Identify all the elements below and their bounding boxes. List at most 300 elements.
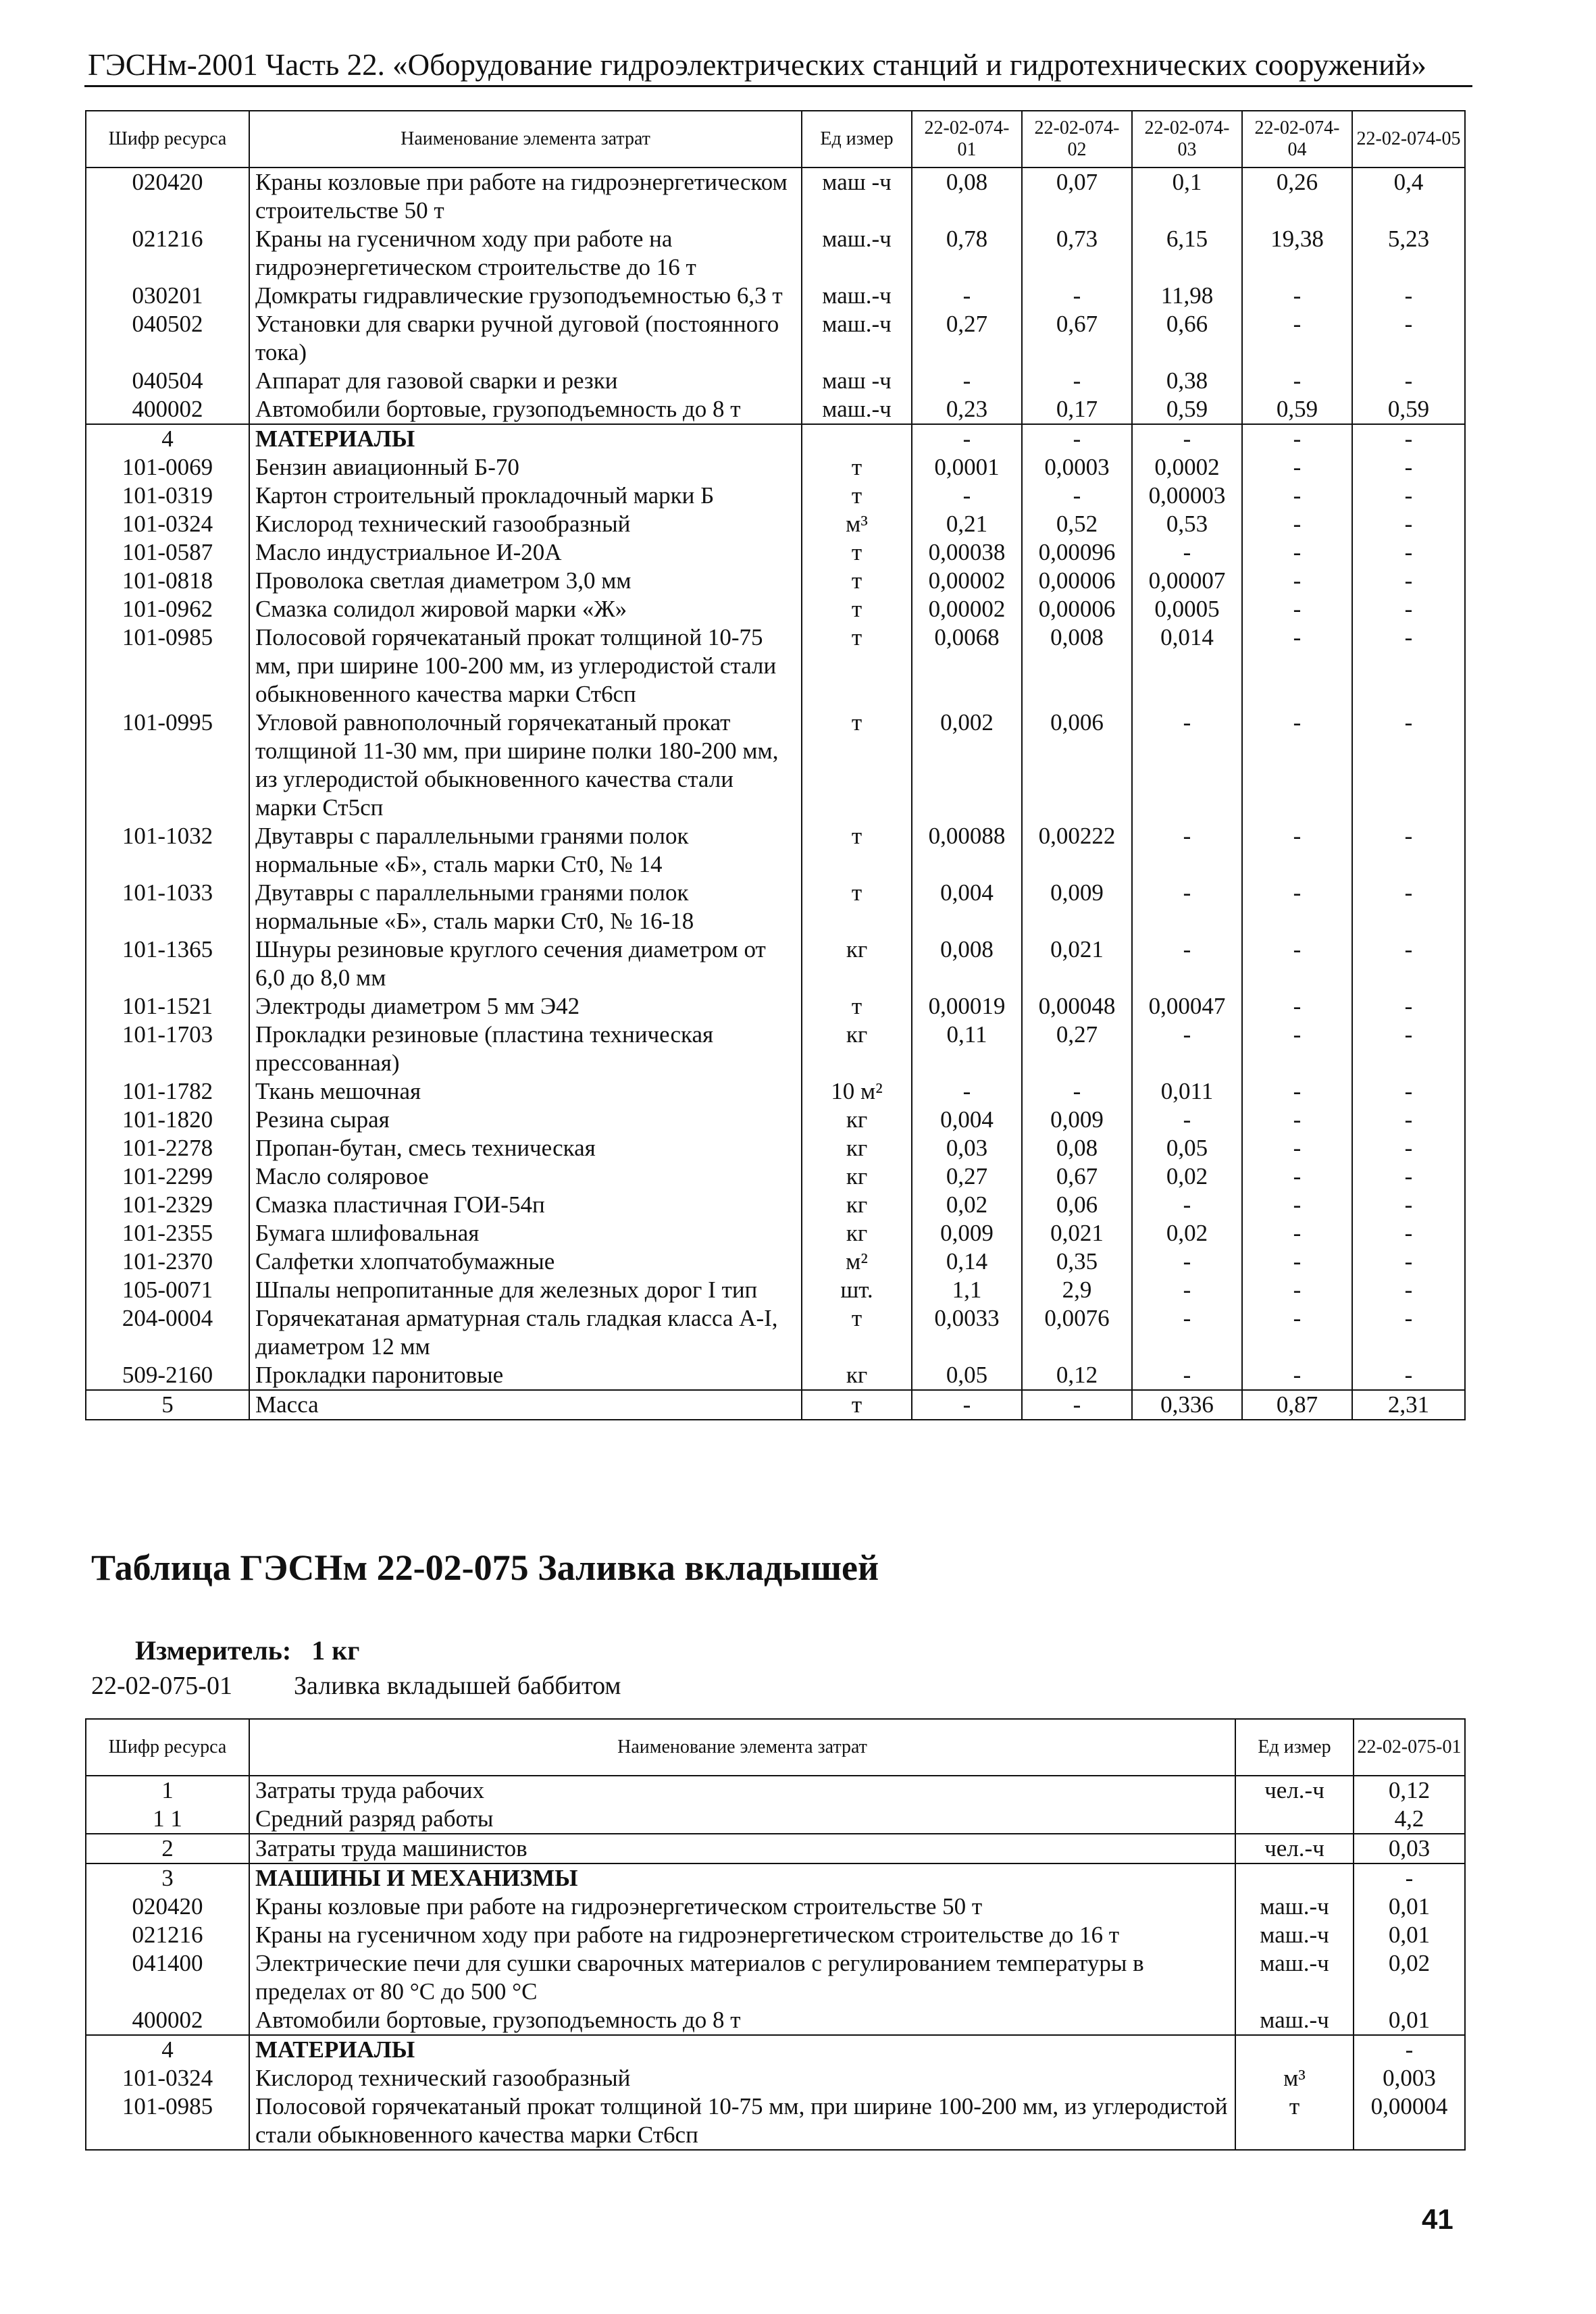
resource-unit: т	[802, 453, 912, 482]
norm-value: -	[912, 1390, 1022, 1420]
norm-value: 0,0068	[912, 623, 1022, 709]
norm-value: 2,9	[1022, 1276, 1132, 1304]
column-header: Наименование элемента затрат	[249, 111, 802, 168]
norm-value: 0,14	[912, 1248, 1022, 1276]
norm-value: -	[1352, 1304, 1465, 1361]
table-row	[86, 1077, 1465, 1106]
norm-value: 0,021	[1022, 935, 1132, 992]
resource-name: Резина сырая	[249, 1106, 802, 1134]
norm-value: -	[1352, 310, 1465, 367]
resource-unit: т	[802, 482, 912, 510]
resource-code: 021216	[86, 1921, 249, 1949]
norm-value: -	[1242, 538, 1352, 567]
resource-code: 101-2299	[86, 1162, 249, 1191]
resource-unit: кг	[802, 1191, 912, 1219]
table-row	[86, 1776, 1465, 1805]
norm-value: 0,004	[912, 879, 1022, 935]
resource-unit: 10 м²	[802, 1077, 912, 1106]
norm-value: -	[1352, 1219, 1465, 1248]
norm-value: 0,67	[1022, 310, 1132, 367]
resource-code: 101-1032	[86, 822, 249, 879]
resource-code: 4	[86, 424, 249, 453]
norm-value: -	[1132, 1276, 1242, 1304]
table-row	[86, 395, 1465, 424]
norm-value: -	[1242, 822, 1352, 879]
norm-value: 0,009	[1022, 1106, 1132, 1134]
table-row	[86, 482, 1465, 510]
table-row	[86, 1893, 1465, 1921]
norm-value: -	[1132, 1021, 1242, 1077]
resource-code: 101-0324	[86, 510, 249, 538]
norm-value: -	[1352, 1248, 1465, 1276]
norm-value: -	[1132, 1248, 1242, 1276]
norm-value: -	[1354, 1863, 1465, 1893]
resource-name: Установки для сварки ручной дуговой (постоянного тока)	[249, 310, 802, 367]
norm-value: -	[1352, 1191, 1465, 1219]
resource-name: Краны на гусеничном ходу при работе на гидроэнергетическом строительстве до 16 т	[249, 1921, 1235, 1949]
resource-code: 105-0071	[86, 1276, 249, 1304]
resource-code: 040504	[86, 367, 249, 395]
resource-unit: шт.	[802, 1276, 912, 1304]
resource-code: 204-0004	[86, 1304, 249, 1361]
norm-value: -	[1352, 595, 1465, 623]
norm-value: 0,0005	[1132, 595, 1242, 623]
table-row	[86, 168, 1465, 225]
norm-value: 0,0033	[912, 1304, 1022, 1361]
norm-value: 0,00088	[912, 822, 1022, 879]
norm-value: 0,00003	[1132, 482, 1242, 510]
norm-value: -	[1242, 510, 1352, 538]
resource-name: Автомобили бортовые, грузоподъемность до 8 т	[249, 395, 802, 424]
norm-value: 0,66	[1132, 310, 1242, 367]
resource-unit: т	[802, 623, 912, 709]
norm-value: 0,01	[1354, 1893, 1465, 1921]
table-row	[86, 709, 1465, 822]
table-row	[86, 310, 1465, 367]
resource-code: 101-0324	[86, 2064, 249, 2092]
norm-value: 0,21	[912, 510, 1022, 538]
norm-value: 0,0076	[1022, 1304, 1132, 1361]
header-rule	[84, 85, 1472, 87]
resource-name: Двутавры с параллельными гранями полок нормальные «Б», сталь марки Ст0, № 16-18	[249, 879, 802, 935]
norm-value: -	[1352, 1106, 1465, 1134]
table-row	[86, 225, 1465, 282]
resource-name: Горячекатаная арматурная сталь гладкая класса А-I, диаметром 12 мм	[249, 1304, 802, 1361]
norm-value: 0,59	[1132, 395, 1242, 424]
norm-value: -	[1352, 453, 1465, 482]
norm-value: -	[1242, 567, 1352, 595]
resource-name: Шнуры резиновые круглого сечения диаметром от 6,0 до 8,0 мм	[249, 935, 802, 992]
norm-value: 0,011	[1132, 1077, 1242, 1106]
resource-unit: чел.-ч	[1235, 1776, 1354, 1805]
table-row	[86, 1276, 1465, 1304]
resource-unit: кг	[802, 1021, 912, 1077]
norm-value: 0,17	[1022, 395, 1132, 424]
norm-value: -	[1022, 424, 1132, 453]
norm-value: 0,00038	[912, 538, 1022, 567]
resource-name: Бензин авиационный Б-70	[249, 453, 802, 482]
resource-code: 030201	[86, 282, 249, 310]
table-row	[86, 595, 1465, 623]
norm-value: -	[912, 424, 1022, 453]
resource-name: Прокладки резиновые (пластина техническая прессованная)	[249, 1021, 802, 1077]
resource-code: 101-2370	[86, 1248, 249, 1276]
resource-table-075	[85, 1718, 1466, 2151]
norm-value: 0,00006	[1022, 567, 1132, 595]
resource-unit: маш.-ч	[1235, 2006, 1354, 2035]
norm-value: -	[1132, 822, 1242, 879]
norm-value: 0,73	[1022, 225, 1132, 282]
resource-unit: маш -ч	[802, 367, 912, 395]
norm-value: -	[1352, 709, 1465, 822]
norm-value: 0,021	[1022, 1219, 1132, 1248]
resource-code: 041400	[86, 1949, 249, 2006]
table-row	[86, 879, 1465, 935]
resource-unit: т	[802, 567, 912, 595]
meter-value: 1 кг	[311, 1635, 360, 1666]
norm-value: -	[1352, 1162, 1465, 1191]
norm-value: -	[1352, 623, 1465, 709]
norm-value: -	[1242, 1276, 1352, 1304]
norm-value: -	[1242, 1248, 1352, 1276]
norm-value: -	[1132, 709, 1242, 822]
norm-value: 0,00096	[1022, 538, 1132, 567]
table-row	[86, 1248, 1465, 1276]
resource-unit	[1235, 1805, 1354, 1834]
table-row	[86, 2006, 1465, 2035]
norm-value: 0,03	[912, 1134, 1022, 1162]
norm-value: 0,0001	[912, 453, 1022, 482]
resource-unit: маш.-ч	[1235, 1949, 1354, 2006]
norm-value: -	[1352, 538, 1465, 567]
table-row	[86, 1921, 1465, 1949]
table-row	[86, 1863, 1465, 1893]
norm-value: -	[1352, 992, 1465, 1021]
resource-code: 101-1703	[86, 1021, 249, 1077]
norm-value: 6,15	[1132, 225, 1242, 282]
meter-label: Измеритель:	[135, 1635, 292, 1666]
resource-unit: т	[802, 538, 912, 567]
norm-value: -	[1242, 935, 1352, 992]
norm-value: 0,002	[912, 709, 1022, 822]
resource-code: 101-0319	[86, 482, 249, 510]
resource-name: Шпалы непропитанные для железных дорог I тип	[249, 1276, 802, 1304]
norm-value: -	[1132, 935, 1242, 992]
page-number: 41	[1422, 2203, 1453, 2235]
norm-value: 0,00006	[1022, 595, 1132, 623]
norm-value: 0,12	[1354, 1776, 1465, 1805]
resource-name: Масло индустриальное И-20А	[249, 538, 802, 567]
norm-value: 0,08	[1022, 1134, 1132, 1162]
resource-unit: маш.-ч	[802, 225, 912, 282]
meter-line	[135, 1635, 359, 1666]
table-row	[86, 1361, 1465, 1390]
resource-unit: т	[802, 595, 912, 623]
norm-value: -	[1242, 1361, 1352, 1390]
norm-value: 0,0003	[1022, 453, 1132, 482]
norm-value: 0,003	[1354, 2064, 1465, 2092]
resource-code: 101-1521	[86, 992, 249, 1021]
resource-unit: т	[802, 1304, 912, 1361]
resource-name: Домкраты гидравлические грузоподъемностью 6,3 т	[249, 282, 802, 310]
resource-code: 101-1782	[86, 1077, 249, 1106]
table-row	[86, 1219, 1465, 1248]
resource-name: Аппарат для газовой сварки и резки	[249, 367, 802, 395]
norm-value: -	[1352, 1134, 1465, 1162]
resource-code: 509-2160	[86, 1361, 249, 1390]
norm-value: 0,53	[1132, 510, 1242, 538]
norm-value: 0,67	[1022, 1162, 1132, 1191]
column-header: Шифр ресурса	[86, 1719, 249, 1776]
resource-code: 101-0069	[86, 453, 249, 482]
resource-code: 101-2278	[86, 1134, 249, 1162]
running-header: ГЭСНм-2001 Часть 22. «Оборудование гидроэлектрических станций и гидротехнических сооружений»	[88, 48, 1426, 82]
subsection-code: 22-02-075-01	[91, 1672, 232, 1700]
resource-unit: кг	[802, 1162, 912, 1191]
norm-value: -	[1352, 282, 1465, 310]
resource-name: Затраты труда машинистов	[249, 1834, 1235, 1863]
resource-unit	[802, 424, 912, 453]
norm-value: 0,03	[1354, 1834, 1465, 1863]
table-row	[86, 1106, 1465, 1134]
norm-value: 0,08	[912, 168, 1022, 225]
column-header: Наименование элемента затрат	[249, 1719, 1235, 1776]
norm-value: -	[1132, 1361, 1242, 1390]
norm-value: 0,78	[912, 225, 1022, 282]
resource-unit: м²	[802, 1248, 912, 1276]
resource-name: Двутавры с параллельными гранями полок нормальные «Б», сталь марки Ст0, № 14	[249, 822, 802, 879]
norm-value: 1,1	[912, 1276, 1022, 1304]
subsection-name: Заливка вкладышей баббитом	[294, 1672, 621, 1700]
column-header: 22-02-074-02	[1022, 111, 1132, 168]
norm-value: 0,05	[1132, 1134, 1242, 1162]
resource-unit: маш.-ч	[802, 282, 912, 310]
norm-value: 0,0002	[1132, 453, 1242, 482]
norm-value: 0,008	[912, 935, 1022, 992]
norm-value: -	[1242, 1304, 1352, 1361]
resource-name: Салфетки хлопчатобумажные	[249, 1248, 802, 1276]
table-row	[86, 1134, 1465, 1162]
column-header: 22-02-074-03	[1132, 111, 1242, 168]
table-row	[86, 935, 1465, 992]
resource-name: Кислород технический газообразный	[249, 2064, 1235, 2092]
resource-table-074	[85, 110, 1466, 1420]
norm-value: 11,98	[1132, 282, 1242, 310]
resource-name: Кислород технический газообразный	[249, 510, 802, 538]
norm-value: 0,00019	[912, 992, 1022, 1021]
norm-value: 4,2	[1354, 1805, 1465, 1834]
resource-unit: м³	[1235, 2064, 1354, 2092]
norm-value: -	[1352, 567, 1465, 595]
norm-value: 0,004	[912, 1106, 1022, 1134]
resource-unit: кг	[802, 935, 912, 992]
resource-code: 101-1365	[86, 935, 249, 992]
norm-value: 2,31	[1352, 1390, 1465, 1420]
norm-value: 0,006	[1022, 709, 1132, 822]
norm-value: 0,00002	[912, 567, 1022, 595]
norm-value: -	[1242, 282, 1352, 310]
column-header: Ед измер	[1235, 1719, 1354, 1776]
resource-name: Смазка солидол жировой марки «Ж»	[249, 595, 802, 623]
norm-value: -	[1242, 482, 1352, 510]
norm-value: -	[1242, 879, 1352, 935]
norm-value: -	[1132, 879, 1242, 935]
norm-value: 0,1	[1132, 168, 1242, 225]
resource-code: 4	[86, 2035, 249, 2064]
norm-value: -	[1022, 1077, 1132, 1106]
table-row	[86, 623, 1465, 709]
resource-name: Электрические печи для сушки сварочных материалов с регулированием температуры в пределах от 80 °С до 500 °С	[249, 1949, 1235, 2006]
norm-value: 0,23	[912, 395, 1022, 424]
table-row	[86, 1191, 1465, 1219]
norm-value: -	[1352, 482, 1465, 510]
resource-unit: маш.-ч	[802, 310, 912, 367]
norm-value: 19,38	[1242, 225, 1352, 282]
norm-value: -	[1352, 935, 1465, 992]
norm-value: -	[1132, 424, 1242, 453]
resource-code: 101-0995	[86, 709, 249, 822]
resource-code: 021216	[86, 225, 249, 282]
resource-name: МАТЕРИАЛЫ	[249, 424, 802, 453]
resource-unit: т	[802, 879, 912, 935]
norm-value: -	[1242, 424, 1352, 453]
table-row	[86, 1834, 1465, 1863]
resource-code: 101-1033	[86, 879, 249, 935]
norm-value: 0,87	[1242, 1390, 1352, 1420]
table-row	[86, 538, 1465, 567]
resource-name: Электроды диаметром 5 мм Э42	[249, 992, 802, 1021]
norm-value: 0,00047	[1132, 992, 1242, 1021]
resource-unit: маш.-ч	[802, 395, 912, 424]
norm-value: 0,06	[1022, 1191, 1132, 1219]
resource-name: Средний разряд работы	[249, 1805, 1235, 1834]
resource-name: Автомобили бортовые, грузоподъемность до 8 т	[249, 2006, 1235, 2035]
resource-name: Ткань мешочная	[249, 1077, 802, 1106]
norm-value: -	[1352, 1077, 1465, 1106]
resource-unit: кг	[802, 1106, 912, 1134]
resource-unit: т	[802, 992, 912, 1021]
norm-value: -	[1352, 1021, 1465, 1077]
norm-value: 0,26	[1242, 168, 1352, 225]
norm-value: -	[1352, 1361, 1465, 1390]
norm-value: 0,59	[1242, 395, 1352, 424]
norm-value: -	[1242, 595, 1352, 623]
resource-unit	[1235, 1863, 1354, 1893]
resource-code: 101-0985	[86, 623, 249, 709]
norm-value: 0,02	[912, 1191, 1022, 1219]
norm-value: 0,27	[912, 1162, 1022, 1191]
table-row	[86, 992, 1465, 1021]
norm-value: -	[1242, 1106, 1352, 1134]
norm-value: -	[1242, 1077, 1352, 1106]
resource-name: Угловой равнополочный горячекатаный прокат толщиной 11-30 мм, при ширине полки 180-200 мм, из углеродистой обыкновенного качества стали марки Ст5сп	[249, 709, 802, 822]
resource-unit: маш -ч	[802, 168, 912, 225]
resource-name: МАТЕРИАЛЫ	[249, 2035, 1235, 2064]
resource-name: Прокладки паронитовые	[249, 1361, 802, 1390]
norm-value: -	[1242, 1021, 1352, 1077]
resource-unit: чел.-ч	[1235, 1834, 1354, 1863]
norm-value: 0,02	[1132, 1219, 1242, 1248]
resource-unit: кг	[802, 1219, 912, 1248]
resource-name: Полосовой горячекатаный прокат толщиной 10-75 мм, при ширине 100-200 мм, из углеродистой стали обыкновенного качества марки Ст6сп	[249, 623, 802, 709]
resource-code: 020420	[86, 168, 249, 225]
norm-value: -	[1022, 282, 1132, 310]
norm-value: -	[1242, 709, 1352, 822]
norm-value: -	[912, 282, 1022, 310]
norm-value: 0,00002	[912, 595, 1022, 623]
resource-name: Смазка пластичная ГОИ-54п	[249, 1191, 802, 1219]
column-header: 22-02-074-05	[1352, 111, 1465, 168]
norm-value: 0,27	[912, 310, 1022, 367]
resource-code: 400002	[86, 395, 249, 424]
norm-value: -	[1242, 623, 1352, 709]
resource-name: МАШИНЫ И МЕХАНИЗМЫ	[249, 1863, 1235, 1893]
norm-value: 0,014	[1132, 623, 1242, 709]
norm-value: 0,336	[1132, 1390, 1242, 1420]
resource-code: 101-2355	[86, 1219, 249, 1248]
norm-value: -	[1242, 1162, 1352, 1191]
norm-value: 0,05	[912, 1361, 1022, 1390]
resource-unit: т	[802, 709, 912, 822]
table-row	[86, 1304, 1465, 1361]
table-row	[86, 282, 1465, 310]
column-header: 22-02-075-01	[1354, 1719, 1465, 1776]
norm-value: -	[1022, 1390, 1132, 1420]
table-row	[86, 1021, 1465, 1077]
norm-value: 0,02	[1132, 1162, 1242, 1191]
norm-value: -	[1132, 1106, 1242, 1134]
resource-code: 1	[86, 1776, 249, 1805]
norm-value: -	[1022, 482, 1132, 510]
resource-name: Краны козловые при работе на гидроэнергетическом строительстве 50 т	[249, 168, 802, 225]
norm-value: -	[1242, 367, 1352, 395]
resource-code: 020420	[86, 1893, 249, 1921]
resource-unit: кг	[802, 1361, 912, 1390]
norm-value: 0,00048	[1022, 992, 1132, 1021]
norm-value: -	[1352, 879, 1465, 935]
resource-name: Полосовой горячекатаный прокат толщиной 10-75 мм, при ширине 100-200 мм, из углеродистой стали обыкновенного качества марки Ст6сп	[249, 2092, 1235, 2150]
column-header: 22-02-074-01	[912, 111, 1022, 168]
resource-code: 101-1820	[86, 1106, 249, 1134]
norm-value: 0,11	[912, 1021, 1022, 1077]
resource-unit: маш.-ч	[1235, 1921, 1354, 1949]
norm-value: -	[1022, 367, 1132, 395]
norm-value: 0,02	[1354, 1949, 1465, 2006]
table-row	[86, 510, 1465, 538]
resource-unit: кг	[802, 1134, 912, 1162]
norm-value: 0,59	[1352, 395, 1465, 424]
resource-unit: маш.-ч	[1235, 1893, 1354, 1921]
norm-value: 0,008	[1022, 623, 1132, 709]
table-row	[86, 453, 1465, 482]
column-header: Ед измер	[802, 111, 912, 168]
norm-value: -	[1352, 367, 1465, 395]
table-row	[86, 1805, 1465, 1834]
norm-value: -	[1352, 1276, 1465, 1304]
norm-value: 0,12	[1022, 1361, 1132, 1390]
resource-code: 400002	[86, 2006, 249, 2035]
resource-name: Проволока светлая диаметром 3,0 мм	[249, 567, 802, 595]
norm-value: -	[1352, 822, 1465, 879]
norm-value: -	[1242, 310, 1352, 367]
norm-value: -	[912, 482, 1022, 510]
norm-value: -	[1352, 424, 1465, 453]
norm-value: 0,00007	[1132, 567, 1242, 595]
resource-name: Краны козловые при работе на гидроэнергетическом строительстве 50 т	[249, 1893, 1235, 1921]
resource-code: 101-0985	[86, 2092, 249, 2150]
norm-value: 0,00222	[1022, 822, 1132, 879]
resource-unit: т	[802, 822, 912, 879]
